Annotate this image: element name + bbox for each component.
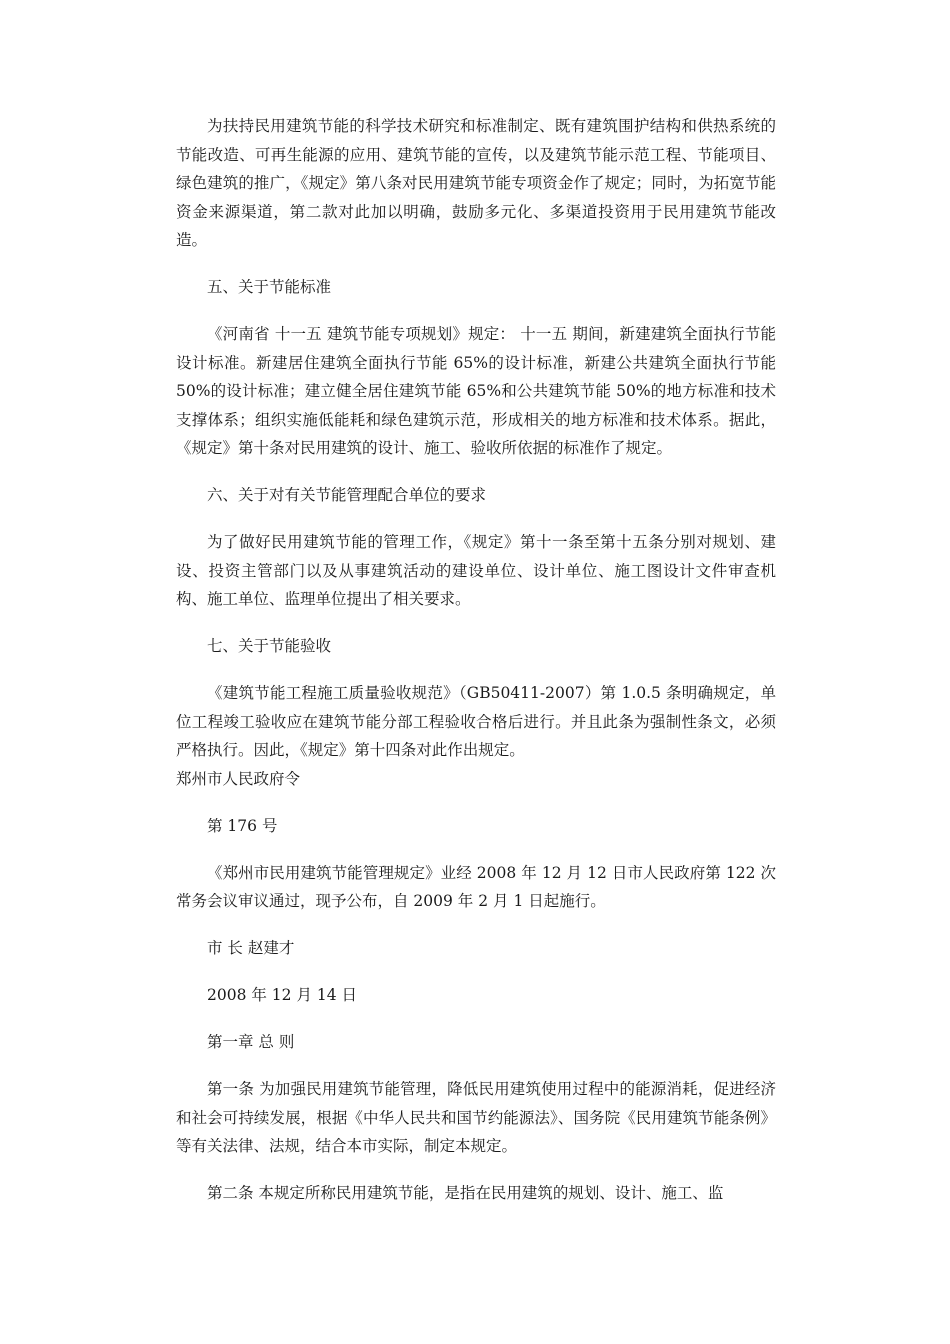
government-order-title: 郑州市人民政府令	[176, 769, 301, 788]
paragraph-cooperating-units: 为了做好民用建筑节能的管理工作，《规定》第十一条至第十五条分别对规划、建设、投资主管部门以及从事建筑活动的建设单位、设计单位、施工图设计文件审查机构、施工单位、监理单位提出了相关要求。	[176, 533, 776, 608]
mayor-signature-line: 市 长 赵建才	[207, 939, 295, 957]
order-number: 第 176 号	[207, 816, 278, 835]
heading-section-6: 六、关于对有关节能管理配合单位的要求	[207, 486, 487, 504]
document-page	[176, 112, 776, 1208]
chapter-1-title: 第一章 总 则	[207, 1033, 295, 1051]
paragraph-special-fund: 为扶持民用建筑节能的科学技术研究和标准制定、既有建筑围护结构和供热系统的节能改造、可再生能源的应用、建筑节能的宣传，以及建筑节能示范工程、节能项目、绿色建筑的推广，《规定》第八条对民用建筑节能专项资金作了规定；同时，为拓宽节能资金来源渠道，第二款对此加以明确，鼓励多元化、多渠道投资用于民用建筑节能改造。	[176, 117, 776, 249]
paragraph-energy-acceptance: 《建筑节能工程施工质量验收规范》（GB50411-2007）第 1.0.5 条明确规定，单位工程竣工验收应在建筑节能分部工程验收合格后进行。并且此条为强制性条文，必须严格执行。因此，《规定》第十四条对此作出规定。	[176, 684, 776, 759]
heading-section-5: 五、关于节能标准	[207, 278, 332, 296]
order-date: 2008 年 12 月 14 日	[207, 986, 358, 1004]
paragraph-promulgation: 《郑州市民用建筑节能管理规定》业经 2008 年 12 月 12 日市人民政府第 122 次常务会议审议通过，现予公布，自 2009 年 2 月 1 日起施行。	[176, 863, 776, 910]
paragraph-energy-standards: 《河南省 十一五 建筑节能专项规划》规定： 十一五 期间，新建建筑全面执行节能设计标准。新建居住建筑全面执行节能 65%的设计标准，新建公共建筑全面执行节能 50%的设计标准；建立健全居住建筑节能 65%和公共建筑节能 50%的地方标准和技术支撑体系；组织实施低能耗和绿色建筑示范，形成相关的地方标准和技术体系。据此，《规定》第十条对民用建筑的设计、施工、验收所依据的标准作了规定。	[176, 325, 776, 457]
article-2: 第二条 本规定所称民用建筑节能，是指在民用建筑的规划、设计、施工、监	[207, 1184, 724, 1202]
article-1: 第一条 为加强民用建筑节能管理，降低民用建筑使用过程中的能源消耗，促进经济和社会可持续发展，根据《中华人民共和国节约能源法》、国务院《民用建筑节能条例》等有关法律、法规，结合本市实际，制定本规定。	[176, 1080, 776, 1155]
heading-section-7: 七、关于节能验收	[207, 637, 332, 655]
